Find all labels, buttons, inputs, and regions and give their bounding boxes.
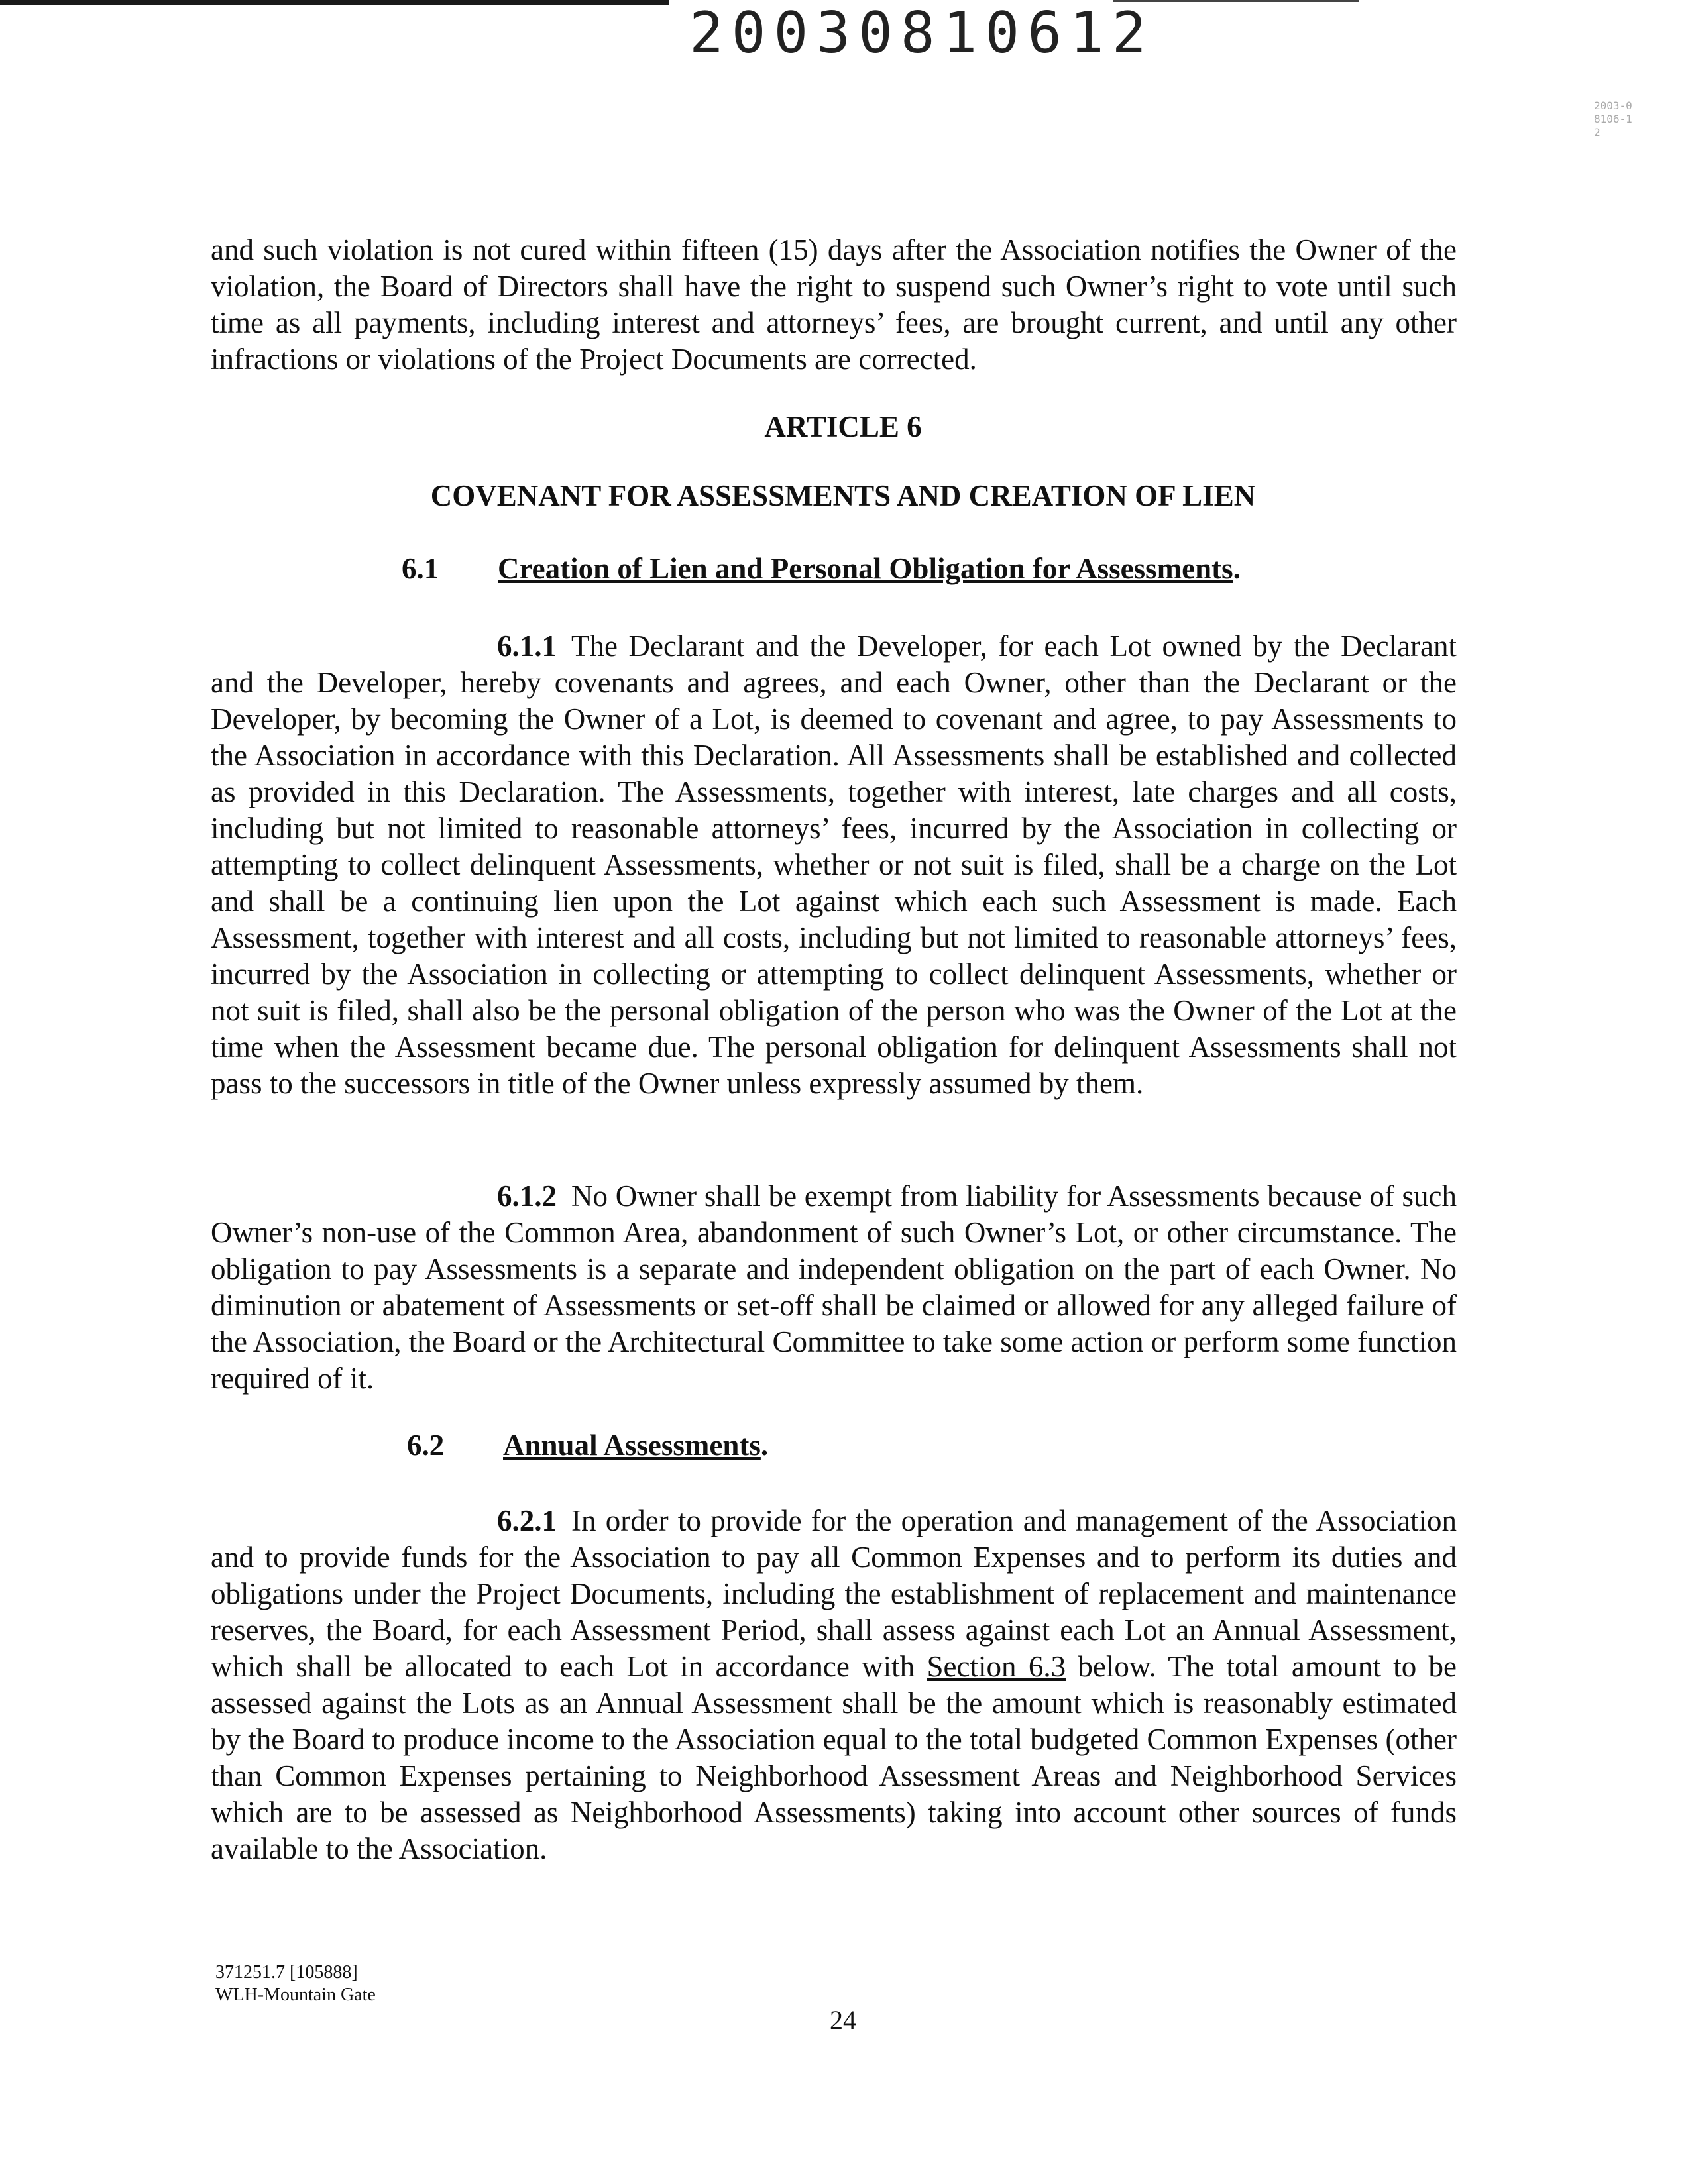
footer-id-line-2: WLH-Mountain Gate <box>215 1985 376 2005</box>
section-6-2-1-text-after: below. The total amount to be assessed against the Lots as an Annual Assessment shall be the amount which is reasonably estimated by the Board to produce income to the Association equal to the total budgeted Common Expenses (other than Common Expenses pertaining to Neighborhood Assessment Areas and Neighborhood Services which are to be assessed as Neighborhood Assessments) taking into account other sources of funds available to the Association. <box>211 1650 1457 1865</box>
section-6-1-number: 6.1 <box>402 552 439 585</box>
section-6-1-heading <box>402 551 1241 586</box>
footer-id-line-1: 371251.7 [105888] <box>215 1962 358 1983</box>
top-rule <box>0 0 669 5</box>
margin-stamp: 2003-08106-12 <box>1594 99 1632 138</box>
page-number: 24 <box>830 2005 856 2035</box>
article-title: COVENANT FOR ASSESSMENTS AND CREATION OF LIEN <box>430 479 1256 512</box>
section-6-1-2-text: No Owner shall be exempt from liability for Assessments because of such Owner’s non-use of the Common Area, abandonment of such Owner’s Lot, or other circumstance. The obligation to pay Assessments is a separate and independent obligation on the part of each Owner. No diminution or abatement of Assessments or set-off shall be claimed or allowed for any alleged failure of the Association, the Board or the Architectural Committee to take some action or perform some function required of it. <box>211 1179 1457 1395</box>
section-6-1-1-text: The Declarant and the Developer, for each Lot owned by the Declarant and the Developer, hereby covenants and agrees, and each Owner, other than the Declarant or the Developer, by becoming the Owner of a Lot, is deemed to covenant and agree, to pay Assessments to the Association in accordance with this Declaration. All Assessments shall be established and collected as provided in this Declaration. The Assessments, together with interest, late charges and all costs, including but not limited to reasonable attorneys’ fees, incurred by the Association in collecting or attempting to collect delinquent Assessments, whether or not suit is filed, shall be a charge on the Lot and shall be a continuing lien upon the Lot against which each such Assessment is made. Each Assessment, together with interest and all costs, including but not limited to reasonable attorneys’ fees, incurred by the Association in collecting or attempting to collect delinquent Assessments, whether or not suit is filed, shall also be the personal obligation of the person who was the Owner of the Lot at the time when the Assessment became due. The personal obligation for delinquent Assessments shall not pass to the successors in title of the Owner unless expressly assumed by them. <box>211 629 1457 1100</box>
section-6-2-title: Annual Assessments <box>503 1429 761 1462</box>
section-6-2-1-text-before: In order to provide for the operation and management of the Association and to provide funds for the Association to pay all Common Expenses and to perform its duties and obligations under the Project Documents, including the establishment of replacement and maintenance reserves, the Board, for each Assessment Period, shall assess against each Lot an Annual Assessment, which shall be allocated to each Lot in accordance with <box>211 1504 1457 1683</box>
continuation-paragraph: and such violation is not cured within fifteen (15) days after the Association notifies the Owner of the violation, the Board of Directors shall have the right to suspend such Owner’s right to vote until such time as all payments, including interest and attorneys’ fees, are brought current, and until any other infractions or violations of the Project Documents are corrected. <box>211 233 1457 376</box>
recording-number: 20030810612 <box>689 0 1154 66</box>
section-6-1-1-paragraph <box>211 628 1457 1102</box>
section-6-1-2-number: 6.1.2 <box>497 1179 557 1213</box>
section-6-1-1-number: 6.1.1 <box>497 629 557 663</box>
section-6-2-punct: . <box>760 1429 769 1462</box>
section-6-2-heading <box>407 1428 768 1462</box>
section-6-1-title: Creation of Lien and Personal Obligation for Assessments <box>498 552 1233 585</box>
section-6-1-punct: . <box>1233 552 1241 585</box>
section-6-1-2-paragraph <box>211 1178 1457 1397</box>
section-6-3-reference: Section 6.3 <box>927 1650 1066 1683</box>
section-6-2-1-number: 6.2.1 <box>497 1504 557 1537</box>
section-6-2-number: 6.2 <box>407 1429 445 1462</box>
section-6-2-1-paragraph <box>211 1503 1457 1867</box>
footer-document-id <box>215 1961 376 2006</box>
article-number: ARTICLE 6 <box>764 410 922 443</box>
